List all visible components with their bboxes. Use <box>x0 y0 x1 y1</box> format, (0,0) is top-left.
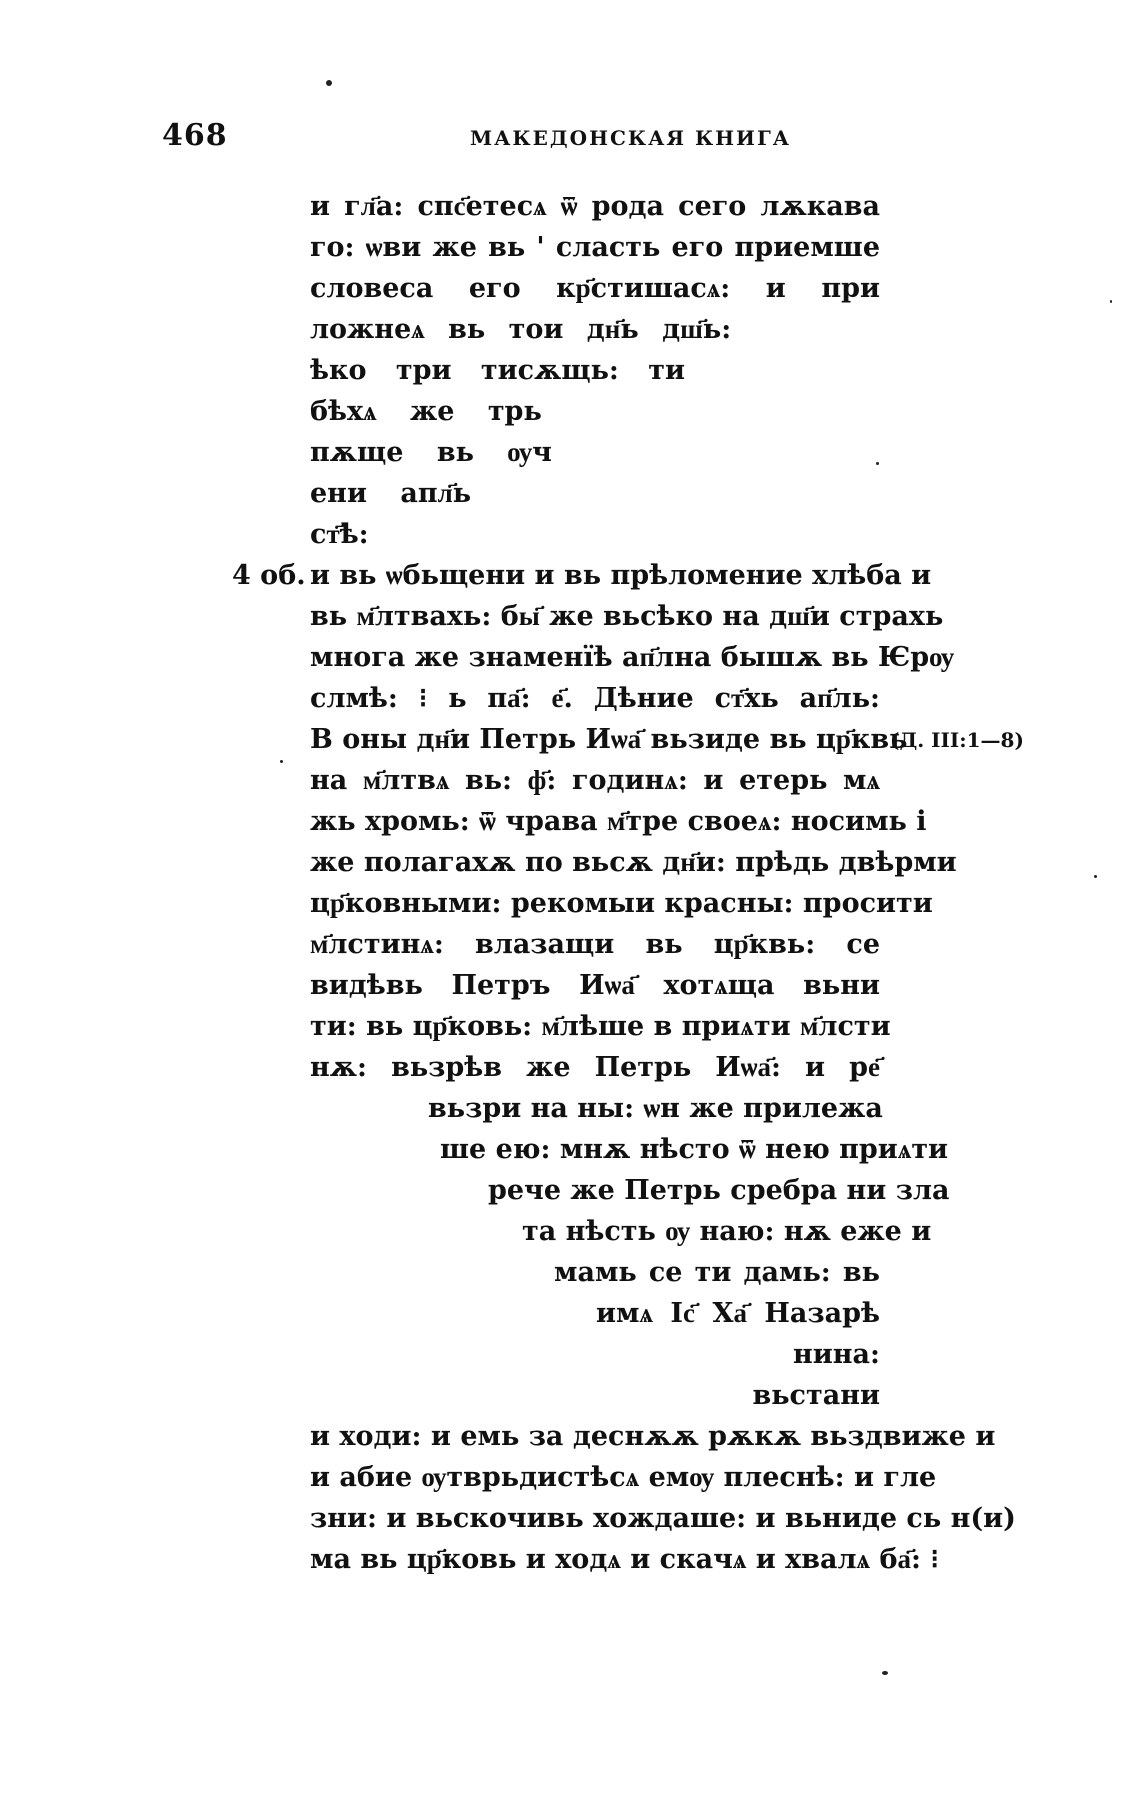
text-line: ѣко три тисѫщь: ти <box>310 355 686 386</box>
text-line: м҃лстинѧ: влазащи вь цр҃квь: се <box>310 929 880 960</box>
text-line: ст҃ѣ: <box>310 519 369 550</box>
text-line: В оны дн҃и Петрь Иѡа҃ вьзиде вь цр҃квь <box>310 724 908 755</box>
text-line: та нѣсть ѹ наю: нѫ еже и <box>522 1216 932 1247</box>
text-line: на м҃лтвѧ вь: ф҃: годинѧ: и етерь мѧ <box>310 765 880 796</box>
text-line: цр҃ковными: рекомыи красны: просити <box>310 888 933 919</box>
page-number: 468 <box>162 118 228 153</box>
ink-speck <box>882 1671 888 1675</box>
text-line: слмѣ: ⁝ ь па҃: е҃. Дѣние ст҃хь ап҃ль: <box>310 683 880 714</box>
text-line: видѣвь Петръ Иѡа҃ хотѧща вьни <box>310 970 880 1001</box>
text-line: ени апл҃ь <box>310 478 472 509</box>
margin-reference: (Д. III:1—8) <box>890 728 1024 752</box>
text-line: рече же Петрь сребра ни зла <box>488 1175 950 1206</box>
text-line: же полагахѫ по вьсѫ дн҃и: прѣдь двѣрми <box>310 847 957 878</box>
text-line: пѫще вь ѹч <box>310 437 552 468</box>
text-line: и вь ѡбьщени и вь прѣломение хлѣба и <box>310 560 932 591</box>
ink-speck <box>280 760 283 763</box>
text-line: зни: и вьскочивь хождаше: и вьниде сь н(и) <box>310 1503 1016 1534</box>
ink-speck <box>876 462 879 465</box>
ink-speck <box>1094 875 1097 878</box>
text-line: мамь се ти дамь: вь <box>554 1257 880 1288</box>
text-line: вьстани <box>752 1380 880 1411</box>
text-line: жь хромь: ѿ чрава м҃тре своеѧ: носимь і <box>310 806 927 837</box>
text-line: словеса его кр҃стишасѧ: и при <box>310 273 880 304</box>
folio-marker: 4 об. <box>232 560 306 591</box>
text-line: нѫ: вьзрѣв же Петрь Иѡа҃: и ре҃ <box>310 1052 880 1083</box>
text-line: вь м҃лтвахь: бы҃ же вьсѣко на дш҃и страхь <box>310 601 944 632</box>
text-line: нина: <box>792 1339 880 1370</box>
text-line: имѧ Іс҃ Ха҃ Назарѣ <box>596 1298 880 1329</box>
ink-speck <box>326 80 332 86</box>
text-line: и гл҃а: спс҃етесѧ ѿ рода сего лѫкава <box>310 191 880 222</box>
running-head: МАКЕДОНСКАЯ КНИГА <box>470 126 792 150</box>
text-line: бѣхѧ же трь <box>310 396 542 427</box>
text-line: ше ею: мнѫ нѣсто ѿ нею приѧти <box>440 1134 949 1165</box>
ink-speck <box>1110 300 1112 303</box>
text-line: многа же знаменїѣ ап҃лна бышѫ вь Ѥрѹ <box>310 642 955 673</box>
text-line: ма вь цр҃ковь и ходѧ и скачѧ и хвалѧ ба҃: ⁝ <box>310 1544 939 1575</box>
text-line: ложнеѧ вь тои дн҃ь дш҃ь: <box>310 314 732 345</box>
text-line: вьзри на ны: ѡн же прилежа <box>428 1093 883 1124</box>
text-line: го: ѡви же вь ' сласть его приемше <box>310 232 880 263</box>
text-line: и абие ѹтврьдистѣсѧ емѹ плеснѣ: и гле <box>310 1462 937 1493</box>
text-line: ти: вь цр҃ковь: м҃лѣше в приѧти м҃лсти <box>310 1011 891 1042</box>
text-line: и ходи: и емь за деснѫѫ рѫкѫ вьздвиже и <box>310 1421 996 1452</box>
